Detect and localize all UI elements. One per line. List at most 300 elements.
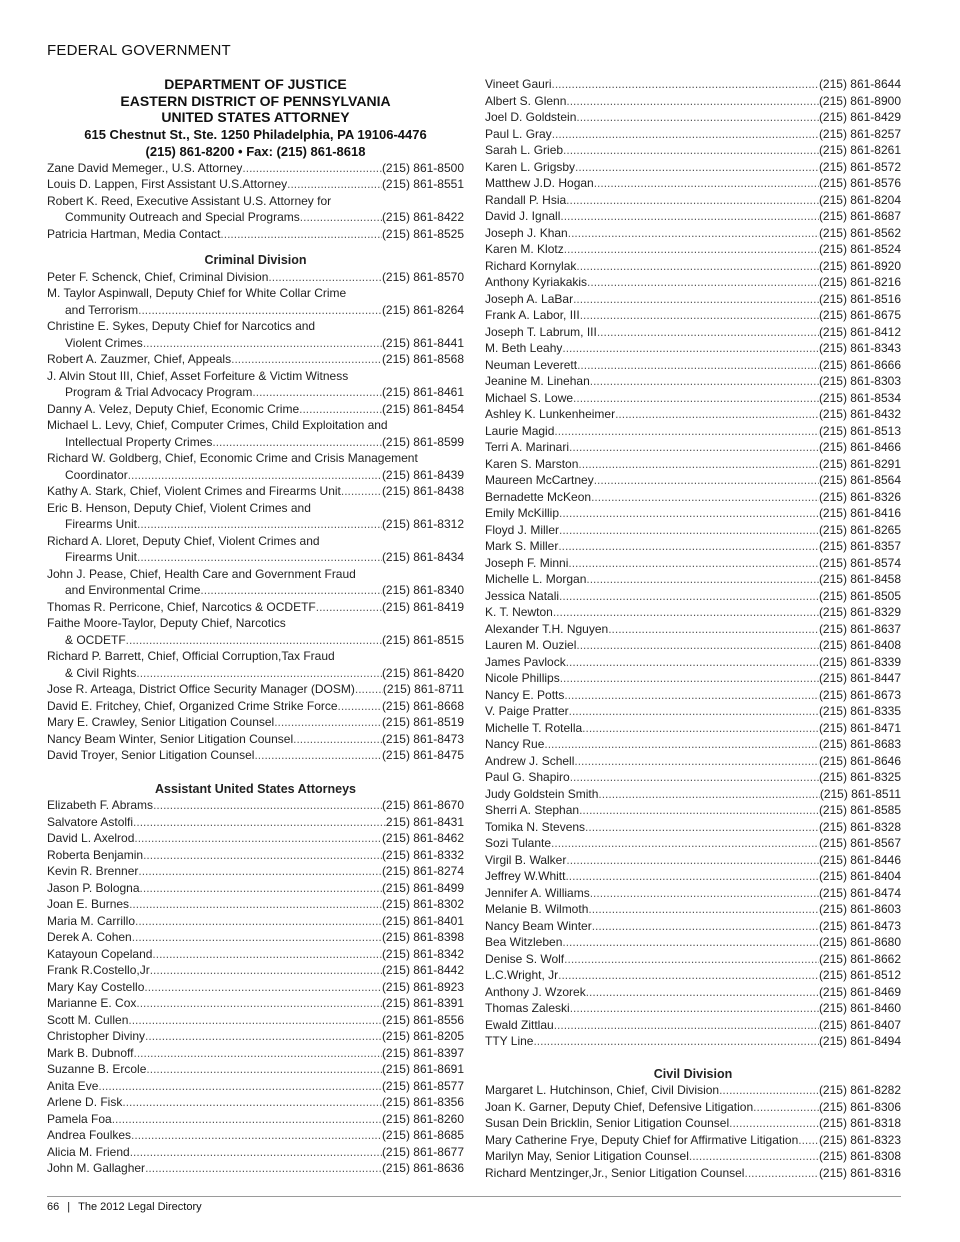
entry-phone: (215) 861-8923 [381, 979, 464, 994]
entry-title-line: Richard P. Barrett, Chief, Official Corruption,Tax Fraud [47, 649, 335, 663]
entry-phone: (215) 861-8691 [381, 1062, 464, 1076]
entry-name: Anthony Kyriakakis [485, 275, 588, 289]
dot-leader [569, 439, 819, 456]
entry-phone: (215) 861-8646 [818, 753, 901, 768]
entry-phone: (215) 861-8473 [818, 918, 901, 933]
dot-leader [576, 637, 819, 654]
entry-phone: (215) 861-8325 [818, 770, 901, 784]
entry-phone: (215) 861-8442 [381, 963, 464, 977]
dot-leader [577, 357, 819, 374]
entry-name: Maureen McCartney [485, 473, 594, 487]
entry-name: Andrea Foulkes [47, 1128, 132, 1142]
entry-line [485, 307, 901, 324]
entry-name: Jeanine M. Linehan [485, 374, 590, 388]
entry-phone: (215) 861-8662 [818, 951, 901, 966]
entry-line [485, 637, 901, 654]
dot-leader [729, 1115, 819, 1132]
entry-name: Marilyn May, Senior Litigation Counsel [485, 1149, 689, 1163]
entry-phone: (215) 861-8357 [818, 539, 901, 553]
ausa-entry [485, 604, 901, 621]
entry-line [485, 885, 901, 902]
entry-phone: (215) 861-8291 [818, 456, 901, 471]
dot-leader [592, 918, 819, 935]
ausa-entry [485, 951, 901, 968]
criminal-division-entry [47, 401, 464, 418]
criminal-division-entry [47, 417, 464, 450]
leadership-entry [47, 193, 464, 226]
dot-leader [568, 555, 819, 572]
dot-leader [564, 241, 819, 258]
dot-leader [590, 373, 819, 390]
entry-phone: (215) 861-8572 [818, 159, 901, 174]
ausa-entry [485, 720, 901, 737]
entry-line [485, 588, 901, 605]
entry-phone: (215) 861-8576 [818, 176, 901, 190]
ausa-entry [485, 274, 901, 291]
dot-leader [131, 1127, 382, 1144]
entry-line [485, 142, 901, 159]
dot-leader [146, 1061, 382, 1078]
dot-leader [586, 984, 819, 1001]
ausa-entry [47, 896, 464, 913]
dot-leader [798, 1132, 819, 1149]
entry-phone: (215) 861-8551 [381, 177, 464, 191]
entry-name: L.C.Wright, Jr [485, 968, 559, 982]
dot-leader [242, 160, 382, 177]
entry-name: Patricia Hartman, Media Contact [47, 226, 221, 241]
entry-phone: (215) 861-8205 [381, 1029, 464, 1043]
dot-leader [563, 142, 819, 159]
entry-phone: (215) 861-8326 [818, 489, 901, 504]
entry-name: Jose R. Arteaga, District Office Security Manager (DOSM) [47, 682, 355, 696]
entry-line [485, 934, 901, 951]
ausa-entry [485, 357, 901, 374]
dot-leader [566, 192, 819, 209]
ausa-list-left [47, 797, 464, 1177]
entry-line [485, 571, 901, 588]
entry-line [485, 621, 901, 638]
entry-name: Tomika N. Stevens [485, 819, 586, 834]
dot-leader [137, 549, 382, 566]
entry-phone: (215) 861-8274 [381, 864, 464, 878]
leadership-entry [47, 176, 464, 193]
criminal-division-entry [47, 681, 464, 698]
dot-leader [744, 1165, 818, 1182]
entry-name: Nancy E. Potts [485, 687, 565, 702]
entry-line [485, 1082, 901, 1099]
entry-line [485, 489, 901, 506]
dot-leader [552, 76, 819, 93]
ausa-entry [485, 423, 901, 440]
entry-line [485, 835, 901, 852]
dot-leader [150, 962, 382, 979]
dot-leader [316, 599, 382, 616]
ausa-entry [485, 901, 901, 918]
ausa-entry [47, 863, 464, 880]
dot-leader [145, 1160, 382, 1177]
entry-line [47, 731, 464, 748]
entry-phone: (215) 861-8282 [818, 1083, 901, 1097]
entry-name: Michael S. Lowe [485, 390, 574, 405]
dot-leader [576, 109, 819, 126]
ausa-entry [485, 588, 901, 605]
entry-line [47, 913, 464, 930]
entry-name: Thomas Zaleski [485, 1001, 570, 1015]
entry-name: Vineet Gauri [485, 77, 552, 91]
footer-separator: | [67, 1201, 71, 1213]
entry-line [47, 863, 464, 880]
entry-phone: (215) 861-8494 [818, 1034, 901, 1048]
dot-leader [128, 467, 382, 484]
ausa-entry [47, 1127, 464, 1144]
entry-name: Robert A. Zauzmer, Chief, Appeals [47, 352, 232, 366]
entry-name: Suzanne B. Ercole [47, 1062, 147, 1076]
entry-name: & Civil Rights [65, 665, 137, 680]
entry-line [47, 302, 464, 319]
criminal-division-entry [47, 450, 464, 483]
entry-phone: (215) 861-8505 [818, 588, 901, 603]
entry-phone: (215) 861-8356 [381, 1095, 464, 1109]
entry-name: Salvatore Astolfi [47, 814, 134, 829]
entry-line [485, 654, 901, 671]
entry-name: Nancy Rue [485, 737, 545, 751]
entry-name: Sozi Tulante [485, 836, 552, 850]
entry-phone: (215) 861-8675 [818, 308, 901, 322]
entry-line [485, 1165, 901, 1182]
entry-phone: (215) 861-8637 [818, 621, 901, 636]
entry-phone: (215) 861-8473 [381, 731, 464, 746]
entry-phone: (215) 861-8471 [818, 720, 901, 735]
ausa-entry [485, 241, 901, 258]
dot-leader [566, 852, 819, 869]
criminal-division-entry [47, 483, 464, 500]
entry-name: Elizabeth F. Abrams [47, 798, 154, 812]
entry-line [485, 373, 901, 390]
entry-phone: (215) 861-8556 [381, 1012, 464, 1027]
entry-line [47, 632, 464, 649]
dot-leader [140, 880, 382, 897]
entry-name: TTY Line [485, 1034, 534, 1048]
entry-line [485, 1033, 901, 1050]
entry-line [485, 951, 901, 968]
entry-phone: (215) 861-8513 [818, 423, 901, 438]
footer [47, 1201, 202, 1213]
dot-leader [562, 934, 819, 951]
entry-phone: (215) 861-8416 [818, 506, 901, 520]
entry-line [47, 483, 464, 500]
dot-leader [573, 390, 819, 407]
entry-phone: (215) 861-8302 [381, 897, 464, 911]
dot-leader [598, 786, 819, 803]
entry-name: Joel D. Goldstein [485, 110, 577, 124]
entry-line [47, 929, 464, 946]
entry-line [485, 1099, 901, 1116]
entry-name: Anthony J. Wzorek [485, 984, 586, 999]
dot-leader [554, 423, 819, 440]
entry-name: Coordinator [65, 467, 128, 482]
ausa-entry [485, 258, 901, 275]
dot-leader [753, 1099, 819, 1116]
ausa-entry [485, 291, 901, 308]
entry-name: Katayoun Copeland [47, 946, 153, 961]
entry-name: Paul G. Shapiro [485, 770, 570, 784]
entry-phone: (215) 861-8636 [381, 1161, 464, 1175]
entry-name: Ewald Zittlau [485, 1017, 554, 1032]
ausa-entry [47, 830, 464, 847]
ausa-entry [485, 76, 901, 93]
entry-name: Karen S. Marston [485, 456, 579, 471]
ausa-entry [485, 208, 901, 225]
dot-leader [129, 896, 382, 913]
entry-line [47, 880, 464, 897]
entry-name: Karen M. Klotz [485, 242, 564, 256]
entry-phone: (215) 861-8335 [818, 704, 901, 718]
entry-name: and Terrorism [65, 302, 139, 317]
ausa-entry [485, 538, 901, 555]
entry-name: Intellectual Property Crimes [65, 434, 213, 449]
entry-phone: (215) 861-8516 [818, 291, 901, 306]
ausa-entry [485, 406, 901, 423]
dot-leader [143, 335, 382, 352]
criminal-division-entry [47, 566, 464, 599]
dot-leader [135, 913, 382, 930]
dot-leader [133, 1045, 381, 1062]
entry-phone: (215) 861-8461 [381, 385, 464, 399]
civil-division-entry [485, 1148, 901, 1165]
ausa-entry [485, 637, 901, 654]
entry-phone: (215) 861-8398 [381, 930, 464, 944]
header-address: 615 Chestnut St., Ste. 1250 Philadelphia, PA 19106-4476 [84, 126, 427, 142]
header-contact: (215) 861-8200 • Fax: (215) 861-8618 [145, 143, 366, 159]
entry-phone: (215) 861-8564 [818, 473, 901, 487]
entry-phone: (215) 861-8683 [818, 737, 901, 751]
entry-phone: (215) 861-8568 [381, 352, 464, 366]
entry-line [47, 384, 464, 401]
entry-phone: (215) 861-8412 [818, 324, 901, 339]
entry-phone: (215) 861-8567 [818, 836, 901, 850]
entry-phone: (215) 861-8329 [818, 605, 901, 619]
entry-line [47, 896, 464, 913]
dot-leader [287, 176, 382, 193]
entry-line [485, 505, 901, 522]
entry-line [485, 175, 901, 192]
entry-phone: (215) 861-8515 [381, 632, 464, 647]
entry-name: Mark B. Dubnoff [47, 1045, 134, 1060]
entry-phone: (215) 861-8670 [381, 798, 464, 812]
entry-title-line: Robert K. Reed, Executive Assistant U.S. Attorney for [47, 193, 332, 208]
entry-name: David Troyer, Senior Litigation Counsel [47, 748, 255, 762]
ausa-entry [47, 847, 464, 864]
dot-leader [144, 979, 382, 996]
leadership-entry [47, 226, 464, 243]
entry-title-line: M. Taylor Aspinwall, Deputy Chief for White Collar Crime [47, 286, 347, 300]
entry-line [485, 390, 901, 407]
entry-name: Judy Goldstein Smith [485, 786, 599, 801]
dot-leader [562, 340, 819, 357]
ausa-entry [47, 1144, 464, 1161]
ausa-entry [485, 885, 901, 902]
entry-name: Jason P. Bologna [47, 880, 140, 895]
entry-phone: (215) 861-8677 [381, 1144, 464, 1159]
entry-line [47, 747, 464, 764]
entry-line [485, 901, 901, 918]
dot-leader [570, 1000, 819, 1017]
entry-phone: (215) 861-8525 [381, 226, 464, 241]
entry-phone: (215) 861-8500 [381, 160, 464, 175]
civil-division-entry [485, 1132, 901, 1149]
entry-name: & OCDETF [65, 632, 126, 647]
entry-phone: (215) 861-8462 [381, 831, 464, 845]
right-column [485, 76, 901, 1181]
entry-title-line: Michael L. Levy, Chief, Computer Crimes, Child Exploitation and [47, 418, 388, 432]
entry-name: Pamela Foa [47, 1111, 112, 1126]
dot-leader [138, 863, 382, 880]
entry-name: Program & Trial Advocacy Program [65, 385, 253, 399]
entry-phone: (215) 861-8685 [381, 1128, 464, 1142]
entry-name: Terri A. Marinari [485, 440, 570, 454]
entry-phone: (215) 861-8404 [818, 869, 901, 883]
header-office: UNITED STATES ATTORNEY [161, 109, 350, 125]
entry-name: Sarah L. Grieb [485, 143, 564, 157]
dot-leader [341, 483, 382, 500]
ausa-entry [485, 555, 901, 572]
entry-name: Paul L. Gray [485, 126, 552, 141]
civil-division-list [485, 1082, 901, 1181]
entry-line [485, 538, 901, 555]
entry-line [485, 852, 901, 869]
ausa-entry [47, 946, 464, 963]
dot-leader [355, 681, 383, 698]
entry-line [485, 208, 901, 225]
entry-phone: (215) 861-8666 [818, 357, 901, 372]
ausa-entry [47, 1094, 464, 1111]
entry-phone: (215) 861-8422 [381, 210, 464, 224]
left-column [47, 76, 464, 1177]
ausa-entry [47, 913, 464, 930]
entry-name: Louis D. Lappen, First Assistant U.S.Attorney [47, 177, 288, 191]
entry-name: Community Outreach and Special Programs [65, 210, 300, 224]
entry-phone: (215) 861-8574 [818, 555, 901, 570]
entry-phone: (215) 861-8519 [381, 715, 464, 729]
entry-name: Margaret L. Hutchinson, Chief, Civil Division [485, 1083, 720, 1097]
criminal-division-entry [47, 698, 464, 715]
entry-name: Ashley K. Lunkenheimer [485, 407, 616, 421]
ausa-entry [485, 687, 901, 704]
entry-title-line: J. Alvin Stout III, Chief, Asset Forfeiture & Victim Witness [47, 368, 349, 383]
entry-phone: 215) 861-8431 [385, 814, 464, 829]
criminal-division-entry [47, 731, 464, 748]
ausa-heading: Assistant United States Attorneys [155, 781, 356, 796]
dot-leader [300, 209, 382, 226]
ausa-entry [485, 967, 901, 984]
entry-phone: (215) 861-8408 [818, 638, 901, 652]
entry-phone: (215) 861-8441 [381, 335, 464, 350]
ausa-entry [485, 736, 901, 753]
entry-name: Matthew J.D. Hogan [485, 176, 594, 190]
criminal-division-entry [47, 747, 464, 764]
ausa-entry [485, 984, 901, 1001]
ausa-entry [47, 962, 464, 979]
entry-name: Joseph A. LaBar [485, 291, 574, 306]
entry-line [485, 225, 901, 242]
entry-line [485, 918, 901, 935]
entry-line [47, 1012, 464, 1029]
entry-name: Derek A. Cohen [47, 930, 132, 944]
ausa-entry [485, 175, 901, 192]
ausa-entry [47, 1012, 464, 1029]
entry-name: Alexander T.H. Nguyen [485, 621, 609, 636]
ausa-entry [485, 324, 901, 341]
ausa-entry [485, 390, 901, 407]
entry-name: Jennifer A. Williams [485, 885, 590, 900]
entry-phone: (215) 861-8340 [381, 583, 464, 597]
entry-line [485, 274, 901, 291]
dot-leader [133, 814, 386, 831]
dot-leader [587, 274, 819, 291]
dot-leader [152, 946, 382, 963]
entry-phone: (215) 861-8420 [381, 665, 464, 680]
entry-line [47, 847, 464, 864]
ausa-entry [485, 802, 901, 819]
entry-line [47, 209, 464, 226]
ausa-entry [485, 654, 901, 671]
entry-line [47, 160, 464, 177]
entry-name: Virgil B. Walker [485, 852, 567, 867]
ausa-entry [485, 753, 901, 770]
entry-line [47, 467, 464, 484]
entry-line [47, 1078, 464, 1095]
entry-line [47, 1061, 464, 1078]
entry-line [485, 93, 901, 110]
entry-name: Roberta Benjamin [47, 847, 144, 862]
dot-leader [533, 1033, 818, 1050]
criminal-division-entry [47, 368, 464, 401]
dot-leader [136, 995, 382, 1012]
entry-phone: (215) 861-8306 [818, 1099, 901, 1114]
entry-name: Richard Kornylak [485, 258, 577, 273]
ausa-entry [485, 505, 901, 522]
entry-phone: (215) 861-8680 [818, 935, 901, 949]
dot-leader [566, 93, 819, 110]
entry-name: Neuman Leverett [485, 357, 578, 372]
dot-leader [112, 1111, 382, 1128]
entry-name: Nancy Beam Winter [485, 918, 592, 933]
entry-name: Alicia M. Friend [47, 1144, 130, 1159]
entry-line [485, 126, 901, 143]
entry-phone: (215) 861-8577 [381, 1078, 464, 1093]
entry-name: M. Beth Leahy [485, 341, 563, 355]
entry-line [485, 967, 901, 984]
entry-phone: (215) 861-8511 [819, 786, 901, 801]
dot-leader [582, 720, 819, 737]
dot-leader [274, 714, 382, 731]
entry-title-line: Richard A. Lloret, Deputy Chief, Violent Crimes and [47, 533, 320, 548]
entry-line [485, 670, 901, 687]
ausa-entry [485, 522, 901, 539]
entry-line [47, 1127, 464, 1144]
entry-phone: (215) 861-8312 [381, 517, 464, 531]
entry-name: Melanie B. Wilmoth [485, 902, 589, 916]
ausa-entry [47, 1078, 464, 1095]
entry-phone: (215) 861-8323 [818, 1132, 901, 1147]
dot-leader [98, 1078, 382, 1095]
criminal-division-entry [47, 318, 464, 351]
dot-leader [558, 967, 819, 984]
entry-line [47, 434, 464, 451]
dot-leader [132, 929, 382, 946]
entry-line [485, 802, 901, 819]
entry-name: Albert S. Glenn [485, 93, 567, 108]
